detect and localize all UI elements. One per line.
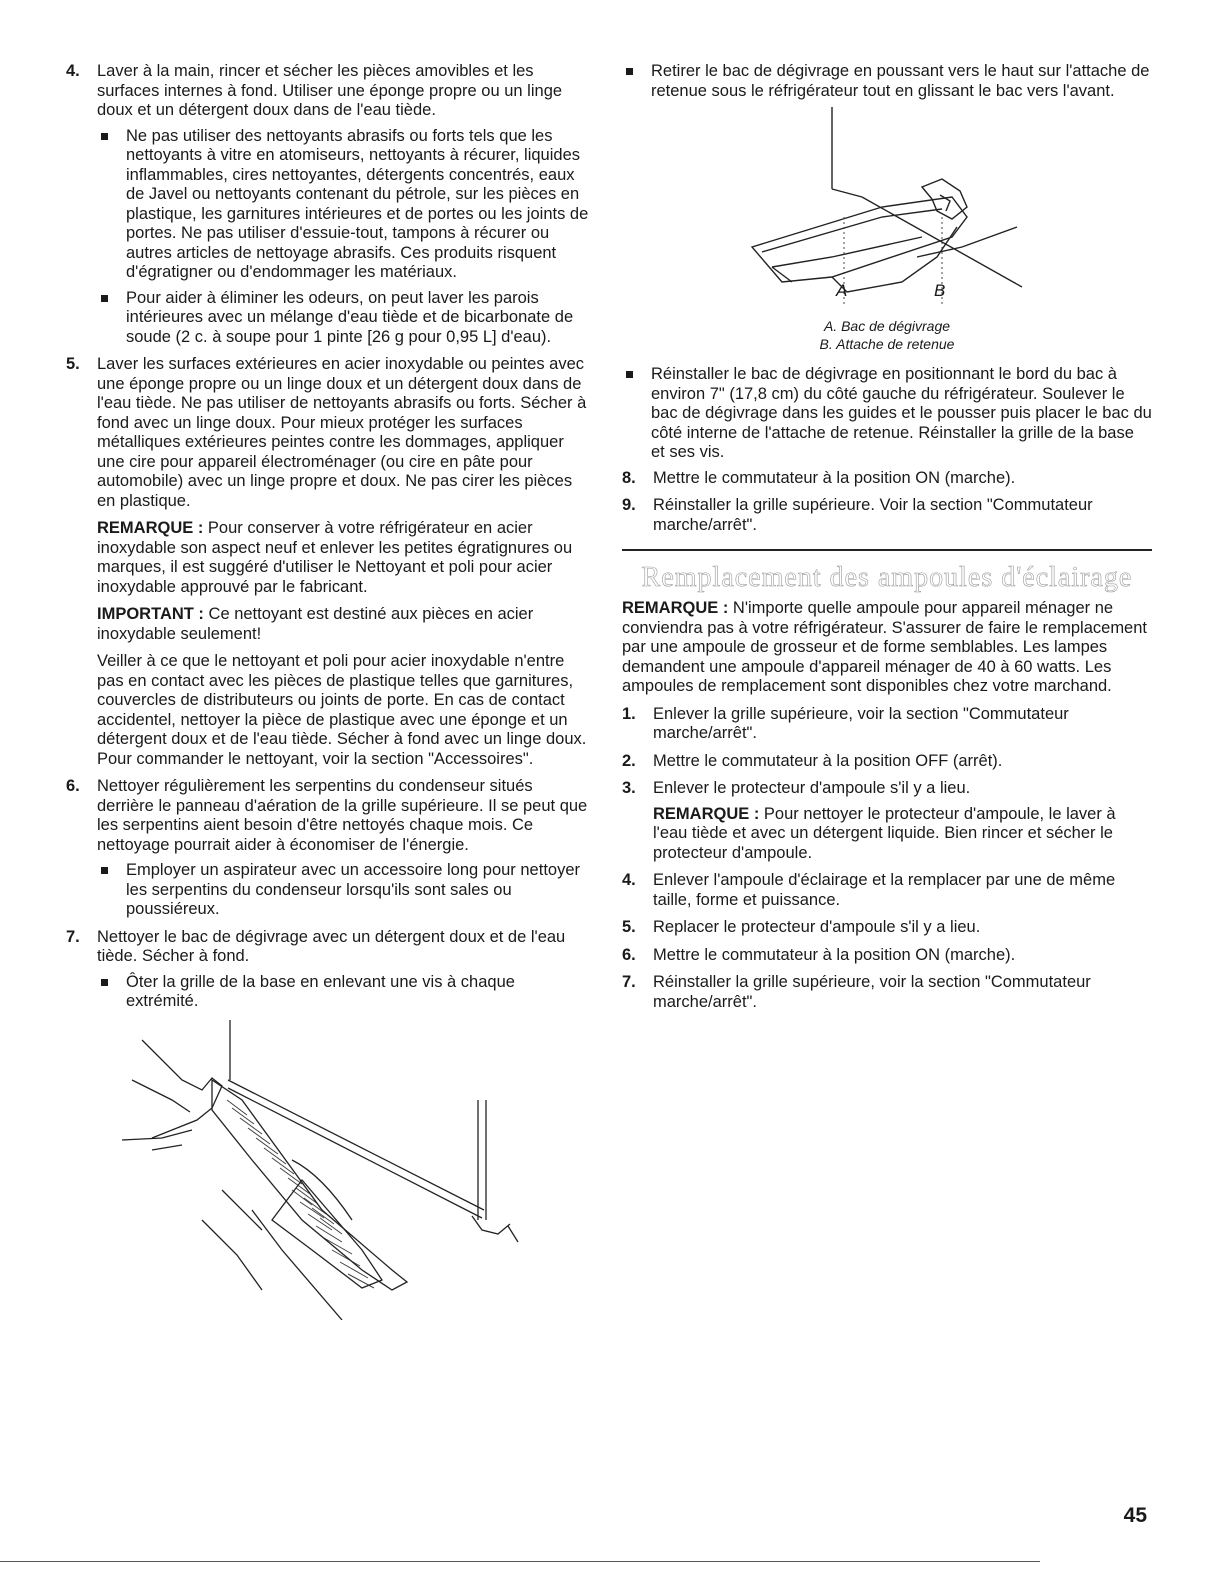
bullet-item: Ôter la grille de la base en enlevant une vis à chaque extrémité. — [97, 973, 590, 1012]
step-7 — [62, 928, 590, 1012]
remark-text: Pour conserver à votre réfrigérateur en acier inoxydable son aspect neuf et enlever les petites égratignures ou marques, il est suggéré d'utiliser le Nettoyant et poli pour acier inoxydable approuvé par le fabricant. — [97, 519, 573, 596]
step-text: Enlever la grille supérieure, voir la section "Commutateur marche/arrêt". — [653, 704, 1069, 742]
step-number: 5. — [622, 918, 636, 936]
step-number: 7. — [66, 927, 80, 946]
step-text: Enlever l'ampoule d'éclairage et la remplacer par une de même taille, forme et puissance. — [653, 871, 1116, 909]
label-a: A — [836, 281, 848, 300]
step-text: Enlever le protecteur d'ampoule s'il y a lieu. — [653, 779, 971, 797]
grille-removal-drawing — [62, 1020, 582, 1320]
step3-remark — [653, 805, 1152, 864]
page-number: 45 — [1123, 1504, 1147, 1527]
footer-rule — [0, 1561, 1040, 1562]
step-5 — [62, 355, 590, 511]
bullet-item: Pour aider à éliminer les odeurs, on peut laver les parois intérieures avec un mélange d'eau tiède et de bicarbonate de soude (2 c. à soupe pour 1 pinte [26 g pour 0,95 L] d'eau). — [97, 289, 590, 348]
step-9 — [622, 496, 1152, 535]
bulb-step-5 — [622, 918, 1152, 938]
bulb-step-1 — [622, 705, 1152, 744]
figure-caption-a: A. Bac de dégivrage — [823, 318, 951, 334]
step-text: Mettre le commutateur à la position OFF (arrêt). — [653, 751, 1003, 770]
step-text: Réinstaller la grille supérieure, voir la section "Commutateur marche/arrêt". — [653, 973, 1091, 1011]
important-label: IMPORTANT : — [97, 605, 204, 623]
step-4 — [62, 62, 590, 347]
step-text: Nettoyer régulièrement les serpentins du condenseur situés derrière le panneau d'aération de la grille supérieure. Il se peut que les serpentins aient besoin d'être nettoyés chaque mois. Ce nettoyage pourrait aider à économiser de l'énergie. — [97, 777, 588, 854]
bulb-step-6 — [622, 946, 1152, 966]
right-column — [622, 62, 1152, 1020]
step-number: 4. — [622, 871, 636, 889]
important-note — [62, 605, 590, 644]
step-text: Laver à la main, rincer et sécher les pièces amovibles et les surfaces internes à fond. Utiliser une éponge propre ou un linge doux et un détergent doux dans de l'eau tiède. — [97, 62, 563, 119]
step-number: 4. — [66, 62, 80, 80]
step-number: 9. — [622, 496, 636, 514]
step-text: Nettoyer le bac de dégivrage avec un détergent doux et de l'eau tiède. Sécher à fond. — [97, 927, 566, 965]
step-number: 6. — [622, 945, 636, 964]
step-number: 8. — [622, 468, 636, 487]
step-number: 7. — [622, 973, 636, 991]
section-title: Remplacement des ampoules d'éclairage — [641, 562, 1133, 593]
remark-text: N'importe quelle ampoule pour appareil ménager ne conviendra pas à votre réfrigérateur. S'assurer de faire le remplacement par une ampoule de grosseur et de forme semblables. Les lampes demandent une ampoule d'appareil ménager de 40 à 60 watts. Les ampoules de remplacement sont disponibles chez votre marchand. — [622, 599, 1147, 695]
bulb-step-4 — [622, 871, 1152, 910]
step-text: Réinstaller la grille supérieure. Voir la section "Commutateur marche/arrêt". — [653, 496, 1093, 534]
step-text: Replacer le protecteur d'ampoule s'il y a lieu. — [653, 918, 981, 936]
figure-caption-b: B. Attache de retenue — [819, 336, 955, 352]
bullet-item: Réinstaller le bac de dégivrage en positionnant le bord du bac à environ 7" (17,8 cm) du côté gauche du réfrigérateur. Soulever le bac de dégivrage dans les guides et le pousser puis placer le bac du côté interne de l'attache de retenue. Réinstaller la grille de la base et ses vis. — [622, 365, 1152, 463]
remark-label: REMARQUE : — [97, 519, 204, 537]
step-number: 2. — [622, 751, 636, 770]
step-number: 1. — [622, 704, 636, 723]
label-b: B — [934, 281, 946, 300]
base-grille-illustration — [62, 1020, 590, 1320]
bulb-step-3 — [622, 779, 1152, 863]
step-text: Mettre le commutateur à la position ON (marche). — [653, 468, 1016, 487]
remark-text: Pour nettoyer le protecteur d'ampoule, le laver à l'eau tiède et avec un détergent liquide. Bien rincer et sécher le protecteur d'ampoule. — [653, 804, 1116, 862]
defrost-pan-illustration — [622, 107, 1152, 307]
bullet-item: Ne pas utiliser des nettoyants abrasifs ou forts tels que les nettoyants à vitre en atomiseurs, nettoyants à récurer, liquides inflammables, cires nettoyantes, détergents concentrés, eaux de Javel ou nettoyants contenant du pétrole, sur les pièces en plastique, les garnitures intérieures et de portes ou les joints de portes. Ne pas utiliser d'essuie-tout, tampons à récurer ou autres articles de nettoyage abrasifs. Ces produits risquent d'égratigner ou d'endommager les matériaux. — [97, 127, 590, 283]
defrost-pan-drawing — [622, 107, 1152, 307]
bulb-step-7 — [622, 973, 1152, 1012]
step-8 — [622, 469, 1152, 489]
step-number: 5. — [66, 355, 80, 373]
step-number: 6. — [66, 777, 80, 795]
remark-label: REMARQUE : — [653, 804, 760, 823]
step-number: 3. — [622, 779, 636, 797]
step-text: Mettre le commutateur à la position ON (marche). — [653, 945, 1016, 964]
bullet-item: Retirer le bac de dégivrage en poussant vers le haut sur l'attache de retenue sous le réfrigérateur tout en glissant le bac vers l'avant. — [622, 62, 1152, 101]
remark-note — [622, 599, 1152, 697]
step-text: Laver les surfaces extérieures en acier inoxydable ou peintes avec une éponge propre ou un linge doux et un détergent doux dans de l'eau tiède. Ne pas utiliser de nettoyants abrasifs ou forts. Sécher à fond avec un linge doux. Pour mieux protéger les surfaces métalliques extérieures peintes contre les dommages, appliquer une cire pour appareil électroménager (ou cire en pâte pour automobile) avec un linge propre et doux. Ne pas cirer les pièces en plastique. — [97, 355, 587, 510]
bullet-item: Employer un aspirateur avec un accessoire long pour nettoyer les serpentins du condenseur lorsqu'ils sont sales ou poussiéreux. — [97, 861, 590, 920]
remark-label: REMARQUE : — [622, 599, 729, 617]
cleaner-warning: Veiller à ce que le nettoyant et poli pour acier inoxydable n'entre pas en contact avec les pièces de plastique telles que garnitures, couvercles de distributeurs ou joints de porte. En cas de contact accidentel, nettoyer la pièce de plastique avec une éponge et un détergent doux et de l'eau tiède. Sécher à fond avec un linge doux. Pour commander le nettoyant, voir la section "Accessoires". — [97, 652, 587, 768]
left-column — [62, 62, 590, 1320]
step-6 — [62, 777, 590, 920]
important-text: Ce nettoyant est destiné aux pièces en acier inoxydable seulement! — [97, 605, 534, 643]
remark-note — [62, 519, 590, 597]
bulb-step-2 — [622, 752, 1152, 772]
section-divider — [622, 549, 1152, 551]
